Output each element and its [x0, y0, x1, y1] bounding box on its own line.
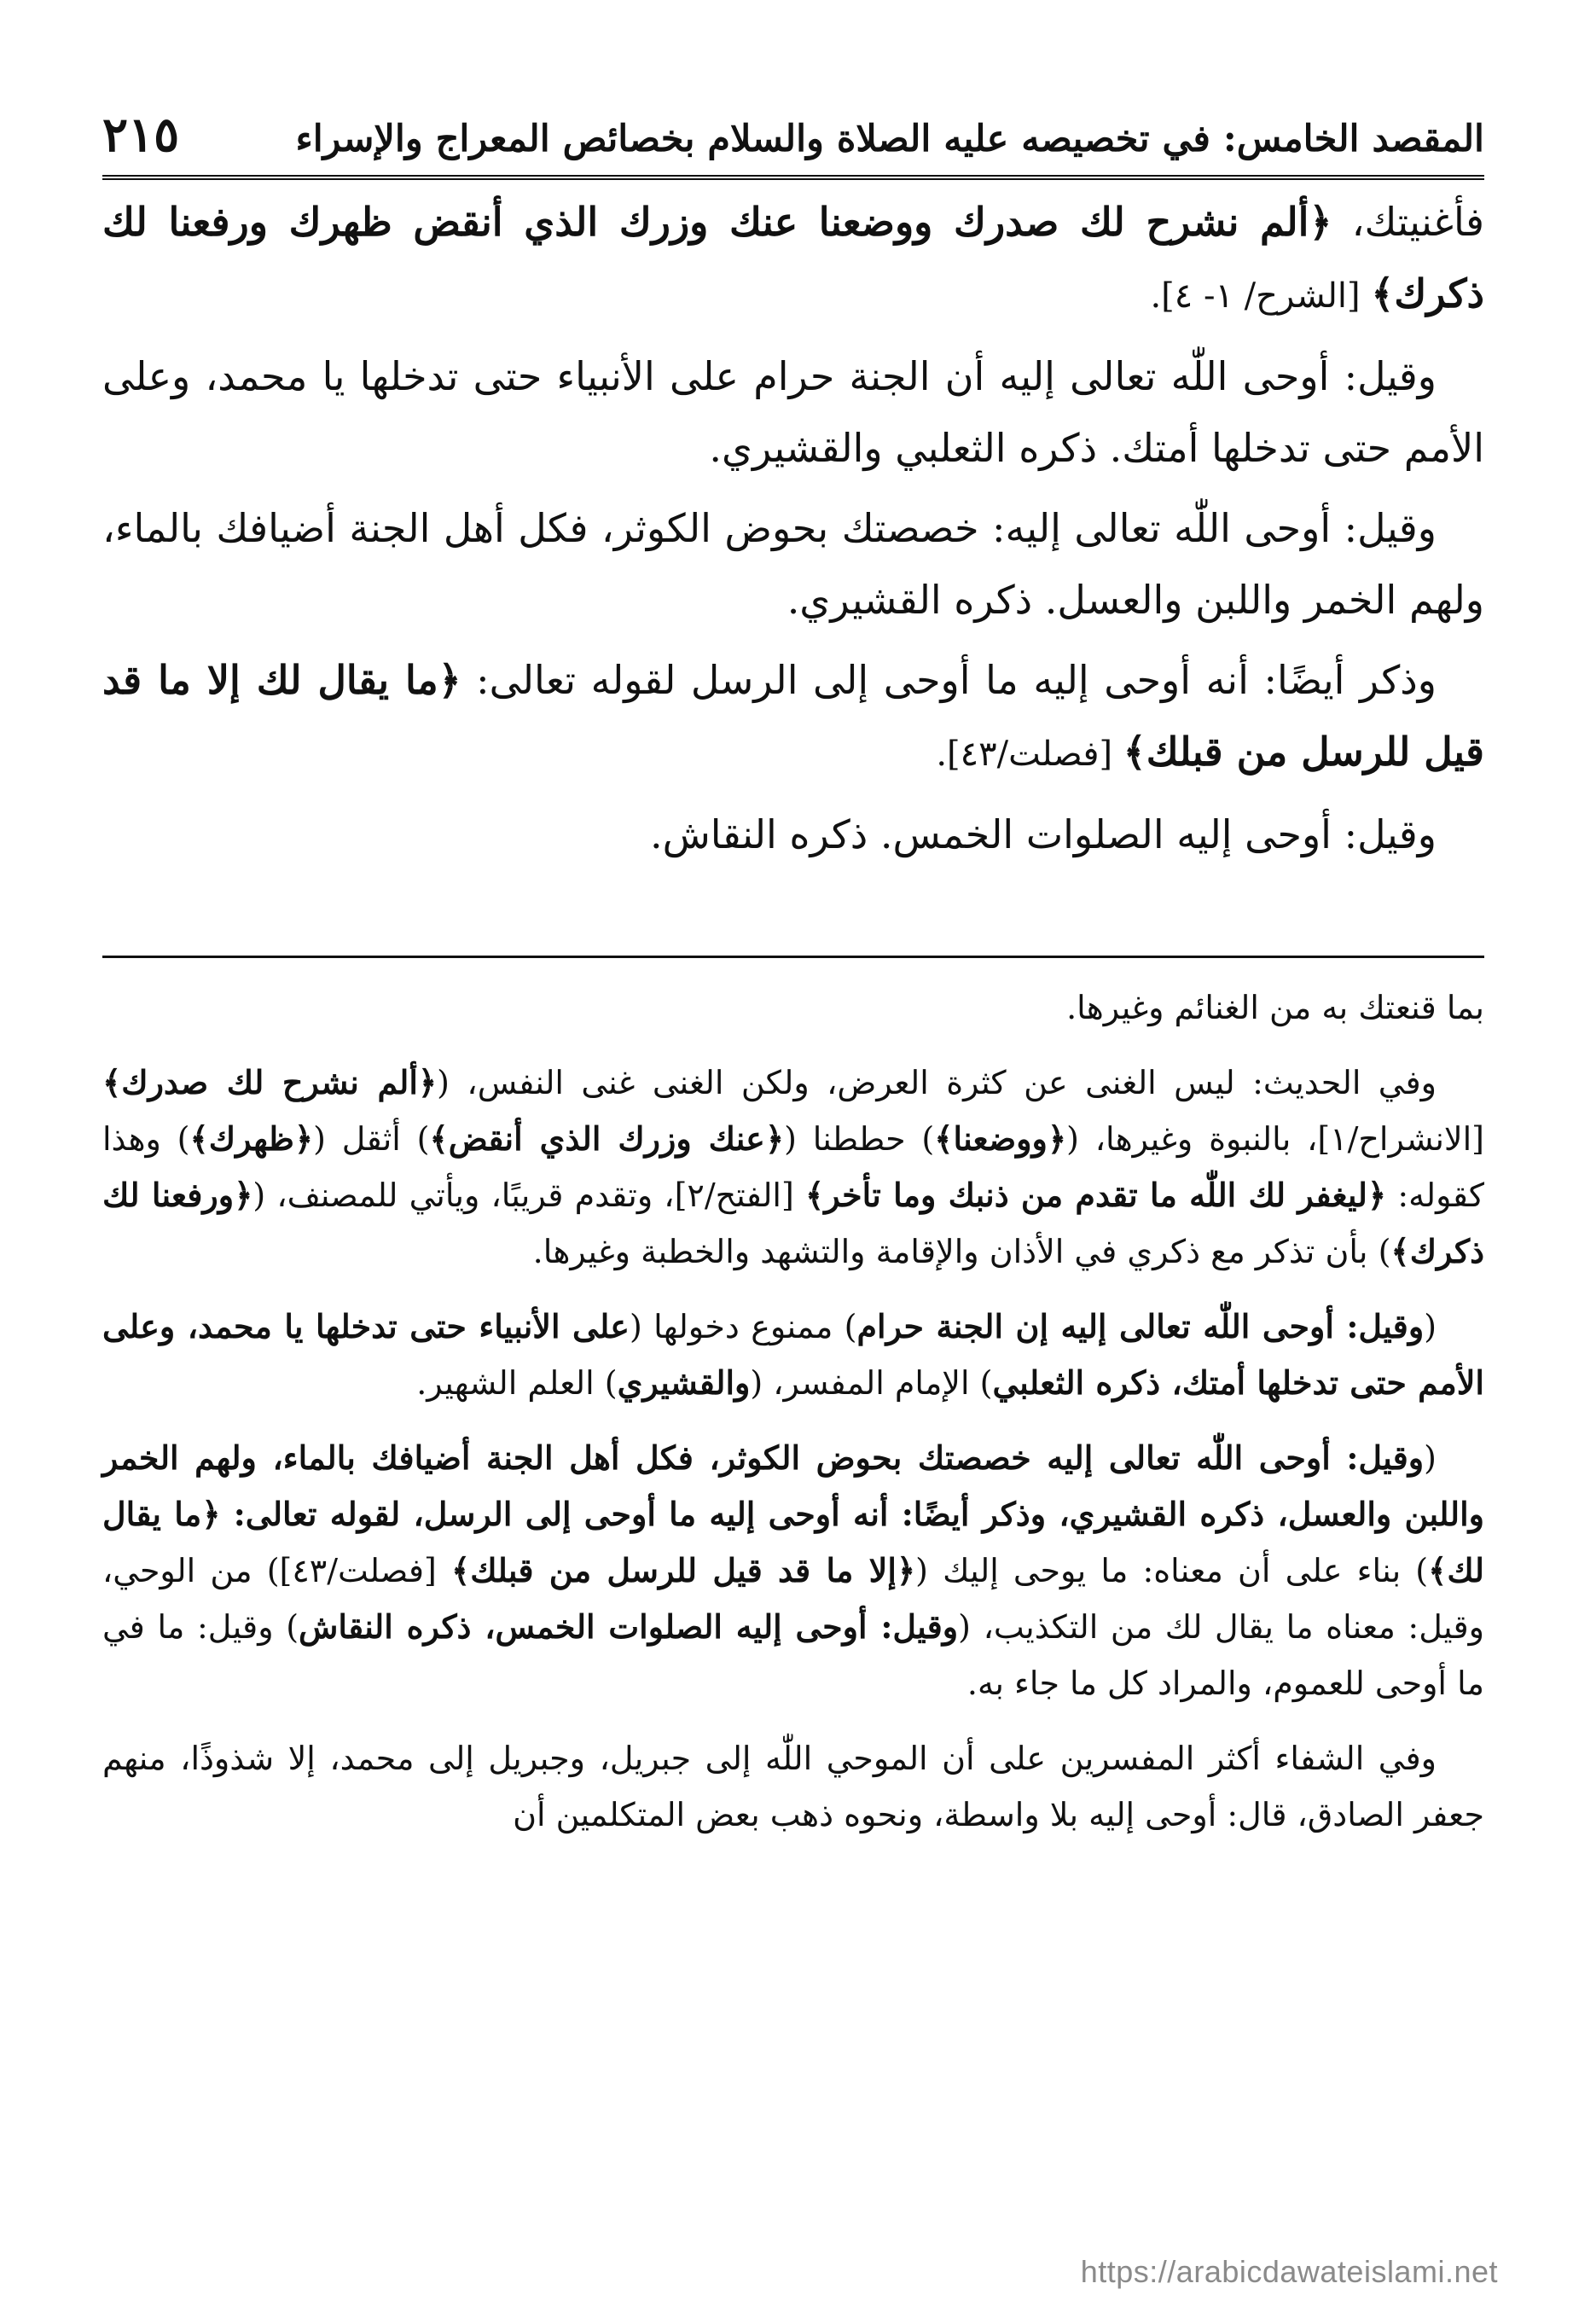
text-span: (: [1424, 1439, 1437, 1477]
text-span: ) حططنا (: [784, 1120, 935, 1158]
quran-verse: ﴿إلا ما قد قيل للرسل من قبلك﴾: [451, 1551, 916, 1589]
matn-quote: وقيل: أوحى إليه الصلوات الخمس، ذكره النقاش: [299, 1607, 959, 1646]
matn-quote: على الأنبياء حتى تدخلها يا محمد، وعلى الأمم حتى تدخلها أمتك، ذكره الثعلبي: [102, 1307, 1484, 1402]
commentary-paragraph: وفي الشفاء أكثر المفسرين على أن الموحي اللّٰه إلى جبريل، وجبريل إلى محمد، إلا شذوذًا، منهم جعفر الصادق، قال: أوحى إليه بلا واسطة، ونحوه ذهب بعض المتكلمين أن: [102, 1740, 1484, 1833]
quran-verse: ﴿ليغفر لك اللّٰه ما تقدم من ذنبك وما تأخر﴾: [804, 1176, 1387, 1214]
text-span: فأغنيتك،: [1332, 199, 1484, 245]
page-number: ٢١٥: [102, 107, 180, 164]
paragraph: [102, 644, 1484, 790]
text-span: وذكر أيضًا: أنه أوحى إليه ما أوحى إلى الرسل لقوله تعالى:: [461, 657, 1437, 703]
book-page: [102, 0, 1484, 2324]
quran-verse: ﴿ما يقال لك إلا ما قد قيل للرسل من قبلك﴾: [102, 657, 1484, 775]
verse-reference: [الشرح/ ١- ٤].: [1150, 276, 1372, 316]
text-span: ) الإمام المفسر، (: [750, 1364, 993, 1402]
text-span: ) وقيل: ما في ما أوحى للعموم، والمراد كل ما جاء به.: [102, 1608, 1484, 1702]
text-span: ) العلم الشهير.: [416, 1364, 618, 1402]
quran-verse: ﴿ما يقال لك﴾: [102, 1495, 1484, 1589]
main-text: [102, 186, 1484, 879]
quran-verse: ﴿ظهرك﴾: [189, 1119, 314, 1158]
matn-quote: وقيل: أوحى اللّٰه تعالى إليه خصصتك بحوض الكوثر، فكل أهل الجنة أضيافك بالماء، ولهم الخمر واللبن والعسل، ذكره القشيري، وذكر أيضًا: أنه أوحى إليه ما أوحى إلى الرسل، لقوله تعالى:: [102, 1438, 1484, 1533]
footnote-divider: [102, 956, 1484, 958]
text-span: (: [1424, 1308, 1437, 1345]
paragraph: [102, 186, 1484, 332]
commentary-paragraph: [102, 1055, 1484, 1280]
commentary-paragraph: [102, 1299, 1484, 1411]
quran-verse: ﴿عنك وزرك الذي أنقض﴾: [429, 1119, 785, 1158]
text-span: ) أثقل (: [313, 1120, 430, 1158]
watermark-url: https://arabicdawateislami.net: [1080, 2254, 1498, 2289]
text-span: [الفتح/٢]، وتقدم قريبًا، ويأتي للمصنف، (: [252, 1177, 805, 1214]
matn-quote: والقشيري: [617, 1363, 751, 1402]
text-span: ) بأن تذكر مع ذكري في الأذان والإقامة والتشهد والخطبة وغيرها.: [532, 1233, 1391, 1270]
quran-verse: ﴿ورفعنا لك ذكرك﴾: [102, 1176, 1484, 1270]
text-span: ) ممنوع دخولها (: [629, 1308, 857, 1345]
paragraph: وقيل: أوحى إليه الصلوات الخمس. ذكره النقاش.: [650, 811, 1437, 857]
quran-verse: ﴿ألم نشرح لك صدرك﴾: [102, 1063, 438, 1101]
paragraph: وقيل: أوحى اللّٰه تعالى إليه: خصصتك بحوض الكوثر، فكل أهل الجنة أضيافك بالماء، ولهم الخمر واللبن والعسل. ذكره القشيري.: [102, 505, 1484, 623]
running-header: [102, 85, 1484, 162]
header-divider: [102, 175, 1484, 180]
commentary: [102, 979, 1484, 1862]
paragraph: وقيل: أوحى اللّٰه تعالى إليه أن الجنة حرام على الأنبياء حتى تدخلها يا محمد، وعلى الأمم حتى تدخلها أمتك. ذكره الثعلبي والقشيري.: [102, 353, 1484, 471]
matn-quote: وقيل: أوحى اللّٰه تعالى إليه إن الجنة حرام: [856, 1307, 1425, 1345]
verse-reference: [فصلت/٤٣].: [936, 735, 1123, 774]
text-span: وفي الحديث: ليس الغنى عن كثرة العرض، ولكن الغنى غنى النفس، (: [437, 1064, 1437, 1101]
text-span: ) وهذا كقوله:: [102, 1120, 1485, 1214]
text-span: [فصلت/٤٣]) من الوحي، وقيل: معناه ما يقال لك من التكذيب، (: [102, 1552, 1484, 1646]
quran-verse: ﴿ألم نشرح لك صدرك ووضعنا عنك وزرك الذي أنقض ظهرك ورفعنا لك ذكرك﴾: [102, 199, 1484, 317]
quran-verse: ﴿ووضعنا﴾: [934, 1119, 1067, 1158]
text-span: ) بناء على أن معناه: ما يوحى إليك (: [915, 1552, 1429, 1589]
chapter-title: المقصد الخامس: في تخصيصه عليه الصلاة والسلام بخصائص المعراج والإسراء: [295, 118, 1484, 161]
commentary-paragraph: بما قنعتك به من الغنائم وغيرها.: [1066, 989, 1484, 1026]
commentary-paragraph: [102, 1430, 1484, 1711]
text-span: [الانشراح/١]، بالنبوة وغيرها، (: [1066, 1120, 1484, 1158]
